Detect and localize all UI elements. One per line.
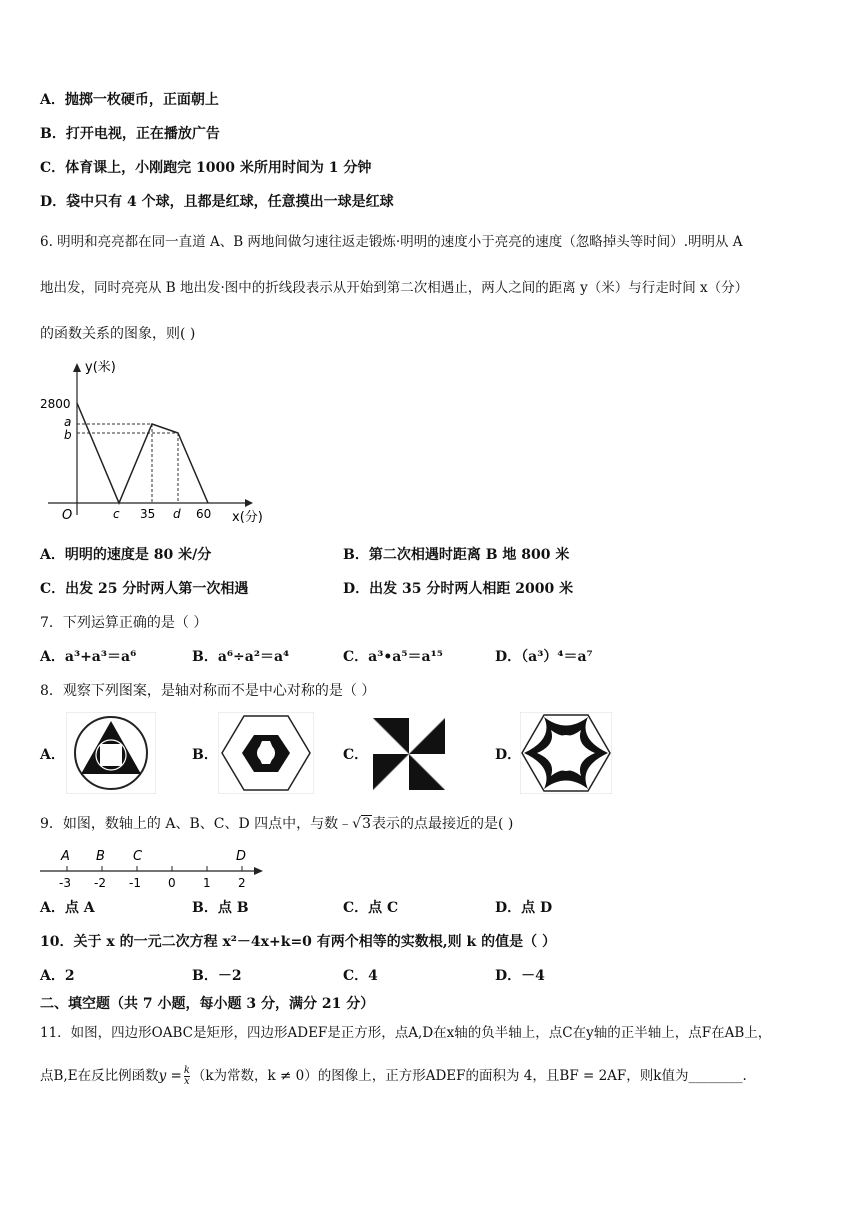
q11-stem-line2: 点B,E在反比例函数y = $\frac{k}{x}$ （k为常数，k ≠ 0）的图像上，正方形ADEF的面积为 4，且BF = 2AF，则k值为________. xyxy=(40,1065,747,1087)
graph-ylabel: y(米) xyxy=(85,360,116,375)
q8-option-b-label: B． xyxy=(192,747,218,763)
q8-figure-a xyxy=(66,712,156,794)
q5-option-a: A．抛掷一枚硬币，正面朝上 xyxy=(40,92,219,108)
nl-tick-neg2: -2 xyxy=(94,876,106,890)
graph-xtick-d: d xyxy=(173,507,181,521)
q6-graph xyxy=(40,355,280,530)
q7-option-d: D．（a³）⁴＝a⁷ xyxy=(495,649,593,665)
q8-figure-c xyxy=(373,718,445,790)
q11-stem-line1: 11．如图，四边形OABC是矩形，四边形ADEF是正方形，点A,D在x轴的负半轴上，点C在y轴的正半轴上，点F在AB上， xyxy=(40,1025,772,1041)
nl-point-a: A xyxy=(61,849,70,864)
fraction-k-over-x: $\frac{k}{x}$ xyxy=(183,1065,190,1087)
q5-option-b: B．打开电视，正在播放广告 xyxy=(40,126,220,142)
graph-origin: O xyxy=(62,508,73,523)
sqrt-symbol: √ xyxy=(352,816,362,832)
q10-stem: 10．关于 x 的一元二次方程 x²－4x+k=0 有两个相等的实数根,则 k 的值是（ ） xyxy=(40,934,556,950)
graph-ytick-b: b xyxy=(64,428,72,442)
graph-xtick-35: 35 xyxy=(140,507,156,521)
q6-option-c: C．出发 25 分时两人第一次相遇 xyxy=(40,581,249,597)
q9-option-b: B．点 B xyxy=(192,900,249,916)
q9-option-d: D．点 D xyxy=(495,900,553,916)
nl-tick-neg1: -1 xyxy=(129,876,141,890)
q6-option-d: D．出发 35 分时两人相距 2000 米 xyxy=(343,581,574,597)
nl-point-b: B xyxy=(96,849,105,864)
q5-option-d: D．袋中只有 4 个球，且都是红球，任意摸出一球是红球 xyxy=(40,194,394,210)
nl-point-c: C xyxy=(133,849,143,864)
q10-option-a: A．2 xyxy=(40,968,75,984)
nl-point-d: D xyxy=(236,849,247,864)
q7-option-b: B．a⁶÷a²＝a⁴ xyxy=(192,649,290,665)
graph-xlabel: x(分) xyxy=(232,510,263,525)
q8-figure-d xyxy=(520,712,612,794)
q6-stem-line3: 的函数关系的图象，则( ) xyxy=(40,326,196,342)
q8-option-d-label: D． xyxy=(495,747,522,763)
q10-option-c: C．4 xyxy=(343,968,378,984)
graph-xtick-60: 60 xyxy=(196,507,212,521)
q9-stem: 9．如图，数轴上的 A、B、C、D 四点中，与数﹣√3表示的点最接近的是( ) xyxy=(40,816,514,832)
q6-option-a: A．明明的速度是 80 米/分 xyxy=(40,547,212,563)
nl-tick-2: 2 xyxy=(238,876,246,890)
q6-option-b: B．第二次相遇时距离 B 地 800 米 xyxy=(343,547,570,563)
graph-ytick-2800: 2800 xyxy=(40,397,71,411)
q6-stem-line2: 地出发，同时亮亮从 B 地出发·图中的折线段表示从开始到第二次相遇止，两人之间的距离 y（米）与行走时间 x（分） xyxy=(40,280,749,296)
q9-option-a: A．点 A xyxy=(40,900,95,916)
q7-option-c: C．a³•a⁵＝a¹⁵ xyxy=(343,649,443,665)
q8-option-a-label: A． xyxy=(40,747,65,763)
q8-figure-b xyxy=(218,712,314,794)
section-heading: 二、填空题（共 7 小题，每小题 3 分，满分 21 分） xyxy=(40,996,375,1012)
sqrt-radicand: 3 xyxy=(362,816,371,832)
q9-number-line xyxy=(38,844,268,892)
q7-stem: 7．下列运算正确的是（ ） xyxy=(40,615,208,631)
q8-option-c-label: C． xyxy=(343,747,369,763)
q10-option-d: D．－4 xyxy=(495,968,545,984)
nl-tick-1: 1 xyxy=(203,876,211,890)
nl-tick-0: 0 xyxy=(168,876,176,890)
q7-option-a: A．a³+a³＝a⁶ xyxy=(40,649,137,665)
q9-option-c: C．点 C xyxy=(343,900,399,916)
q6-stem-line1: 6. 明明和亮亮都在同一直道 A、B 两地间做匀速往返走锻炼·明明的速度小于亮亮的速度（忽略掉头等时间）.明明从 A xyxy=(40,234,743,250)
graph-xtick-c: c xyxy=(113,507,120,521)
graph-ytick-a: a xyxy=(64,415,72,429)
q5-option-c: C．体育课上，小刚跑完 1000 米所用时间为 1 分钟 xyxy=(40,160,372,176)
q8-stem: 8．观察下列图案，是轴对称而不是中心对称的是（ ） xyxy=(40,683,376,699)
q10-option-b: B．－2 xyxy=(192,968,242,984)
nl-tick-neg3: -3 xyxy=(59,876,71,890)
